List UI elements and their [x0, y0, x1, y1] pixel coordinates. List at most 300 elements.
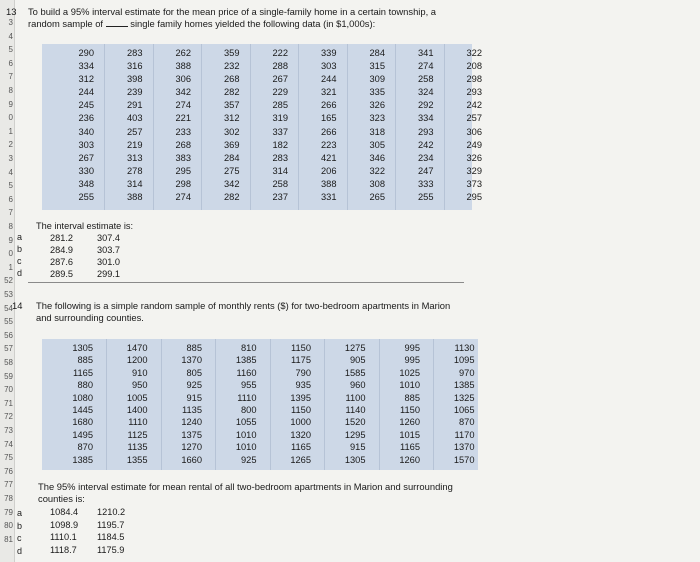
table-cell: 1495	[72, 429, 93, 440]
table-cell: 1125	[127, 429, 148, 440]
option-letter: a	[17, 232, 23, 242]
option-low-value: 287.6	[50, 257, 73, 267]
table-cell: 1660	[181, 454, 202, 465]
table-cell: 342	[223, 178, 240, 189]
table-cell: 331	[320, 192, 337, 203]
row-number: 74	[4, 439, 13, 449]
table-cell: 359	[223, 48, 240, 58]
answer-option-b[interactable]	[50, 519, 144, 532]
table-cell: 165	[320, 113, 337, 124]
table-cell: 1295	[344, 429, 366, 440]
table-cell: 1570	[453, 454, 475, 465]
table-cell: 1585	[344, 367, 366, 378]
option-low-value: 1084.4	[50, 507, 79, 517]
table-cell: 1175	[291, 355, 311, 366]
table-cell: 182	[272, 139, 288, 150]
table-cell: 326	[466, 152, 482, 163]
table-cell: 915	[186, 392, 202, 403]
table-cell: 244	[78, 87, 94, 98]
question-14-number: 14	[12, 300, 23, 311]
table-cell: 870	[77, 442, 93, 453]
table-cell: 885	[404, 392, 420, 403]
table-cell: 295	[466, 192, 482, 203]
table-cell: 342	[175, 87, 191, 98]
question-14-line2: and surrounding counties.	[36, 312, 144, 323]
table-cell: 810	[240, 343, 257, 353]
row-number: 4	[8, 31, 13, 41]
row-number: 9	[8, 235, 13, 245]
answer-option-d[interactable]	[50, 268, 144, 280]
table-cell: 242	[466, 100, 482, 111]
table-cell: 335	[369, 87, 385, 98]
table-cell: 282	[223, 87, 240, 98]
table-cell: 1005	[126, 392, 148, 403]
table-cell: 255	[417, 192, 434, 203]
table-cell: 1385	[72, 454, 93, 465]
row-number: 5	[8, 45, 13, 55]
column-divider	[201, 44, 202, 210]
table-cell: 1375	[181, 429, 202, 440]
table-cell: 314	[126, 178, 143, 189]
table-cell: 339	[320, 48, 337, 58]
table-cell: 322	[369, 165, 385, 176]
table-cell: 309	[369, 74, 385, 85]
row-number: 6	[8, 58, 13, 68]
table-cell: 1320	[290, 429, 311, 440]
option-letter: c	[17, 533, 22, 543]
table-cell: 333	[417, 178, 434, 189]
row-number: 0	[8, 249, 13, 259]
table-cell: 995	[404, 343, 420, 353]
row-number: 79	[4, 507, 13, 517]
table-cell: 398	[126, 74, 143, 85]
table-cell: 206	[320, 165, 337, 176]
row-number: 59	[4, 371, 13, 381]
table-cell: 1385	[453, 380, 475, 391]
table-cell: 1470	[126, 343, 148, 353]
table-cell: 950	[131, 380, 148, 391]
table-cell: 1240	[181, 417, 202, 428]
table-cell: 388	[126, 192, 143, 203]
table-column	[63, 339, 93, 466]
table-cell: 1400	[126, 405, 148, 416]
option-low-value: 1098.9	[50, 519, 79, 530]
question-14-line1: The following is a simple random sample of monthly rents ($) for two-bedroom apartments in Marion	[36, 300, 451, 311]
question-14-prompt-line2: counties is:	[38, 493, 85, 504]
option-high-value: 299.1	[97, 269, 120, 279]
row-number: 58	[4, 358, 13, 367]
table-cell: 1165	[73, 367, 93, 378]
answer-option-a[interactable]	[50, 232, 144, 244]
table-cell: 1325	[453, 392, 475, 403]
question-13-answers	[36, 220, 144, 280]
table-cell: 316	[126, 61, 143, 72]
table-cell: 1265	[290, 454, 311, 465]
table-cell: 880	[77, 380, 93, 391]
table-cell: 1305	[72, 343, 93, 353]
table-cell: 208	[466, 61, 482, 72]
table-cell: 805	[186, 367, 202, 378]
table-cell: 245	[78, 100, 94, 111]
table-cell: 322	[466, 48, 482, 58]
question-13-line2-end: single family homes yielded the following data (in $1,000s):	[130, 18, 376, 29]
table-cell: 334	[78, 61, 94, 72]
table-cell: 1015	[399, 429, 420, 440]
table-cell: 1160	[236, 367, 257, 378]
column-divider	[250, 44, 251, 210]
option-low-value: 1110.1	[50, 532, 77, 542]
table-cell: 249	[466, 139, 482, 150]
table-cell: 388	[175, 61, 191, 72]
column-divider	[215, 339, 216, 470]
option-letter: d	[17, 268, 23, 278]
row-number: 75	[4, 453, 13, 463]
option-high-value: 307.4	[97, 233, 120, 243]
option-low-value: 281.2	[50, 233, 73, 243]
table-cell: 303	[320, 61, 337, 72]
table-cell: 341	[417, 48, 434, 58]
row-number: 7	[8, 208, 13, 218]
table-cell: 267	[78, 152, 94, 163]
table-cell: 334	[417, 113, 434, 124]
table-cell: 1355	[126, 454, 148, 465]
table-column	[390, 339, 420, 466]
row-number: 5	[8, 181, 13, 191]
table-cell: 237	[272, 192, 288, 203]
column-divider	[104, 44, 105, 210]
table-column	[281, 339, 311, 466]
column-divider	[153, 44, 154, 210]
option-letter: c	[17, 256, 22, 266]
row-number: 77	[4, 480, 13, 490]
table-cell: 383	[175, 152, 191, 163]
table-cell: 326	[369, 100, 385, 111]
table-cell: 960	[349, 380, 366, 391]
table-cell: 314	[272, 165, 288, 176]
answer-option-d[interactable]	[50, 544, 144, 557]
answer-option-c[interactable]	[50, 531, 144, 544]
option-letter: b	[17, 244, 23, 254]
table-cell: 915	[349, 442, 366, 453]
table-cell: 266	[320, 100, 337, 111]
question-13-options	[36, 232, 144, 280]
table-cell: 298	[466, 74, 482, 85]
table-cell: 283	[272, 152, 288, 163]
row-number: 76	[4, 466, 13, 476]
row-number: 2	[8, 140, 13, 150]
question-13-prompt: The interval estimate is:	[36, 221, 134, 231]
row-number: 6	[8, 194, 13, 204]
table-cell: 1065	[453, 405, 475, 416]
table-column	[161, 44, 191, 204]
table-cell: 257	[466, 113, 482, 124]
table-column	[336, 339, 366, 466]
table-column	[355, 44, 385, 204]
table-cell: 323	[369, 113, 385, 124]
table-cell: 369	[223, 139, 240, 150]
table-cell: 268	[223, 74, 240, 85]
table-cell: 255	[78, 192, 94, 203]
table-cell: 278	[126, 165, 143, 176]
table-cell: 1025	[399, 367, 420, 378]
table-cell: 293	[417, 126, 434, 137]
table-cell: 306	[175, 74, 191, 85]
table-cell: 258	[272, 178, 288, 189]
table-cell: 288	[272, 61, 288, 72]
table-cell: 308	[369, 178, 385, 189]
table-cell: 319	[272, 113, 288, 124]
table-column	[452, 44, 482, 204]
table-cell: 925	[186, 380, 202, 391]
table-cell: 262	[175, 48, 191, 58]
table-cell: 357	[223, 100, 240, 111]
table-column	[258, 44, 288, 204]
column-divider	[347, 44, 348, 210]
table-cell: 935	[295, 380, 311, 391]
table-cell: 1260	[399, 454, 420, 465]
table-cell: 1370	[181, 355, 202, 366]
table-cell: 267	[272, 74, 288, 85]
row-number: 73	[4, 426, 13, 435]
table-cell: 236	[78, 113, 94, 124]
column-divider	[161, 339, 162, 470]
answer-option-c[interactable]	[50, 256, 144, 268]
table-cell: 1305	[344, 454, 366, 465]
option-high-value: 1195.7	[97, 519, 125, 530]
row-number: 70	[4, 385, 13, 395]
table-cell: 1110	[237, 392, 257, 403]
table-cell: 800	[240, 405, 257, 416]
table-cell: 1055	[235, 417, 257, 428]
table-cell: 265	[369, 192, 385, 203]
row-number: 57	[4, 344, 13, 354]
table-cell: 258	[417, 74, 434, 85]
column-divider	[395, 44, 396, 210]
row-number: 9	[8, 99, 13, 109]
table-cell: 1100	[345, 392, 366, 403]
option-high-value: 1175.9	[97, 544, 125, 555]
table-cell: 274	[175, 192, 191, 203]
table-column	[307, 44, 337, 204]
table-cell: 1275	[344, 343, 366, 353]
question-14-options	[50, 506, 144, 556]
table-cell: 295	[175, 165, 191, 176]
row-number: 0	[8, 113, 13, 123]
table-cell: 1200	[126, 355, 148, 366]
row-number: 4	[8, 167, 13, 177]
row-number: 1	[8, 262, 13, 272]
table-cell: 239	[126, 87, 143, 98]
row-number-gutter	[0, 0, 15, 562]
table-cell: 222	[272, 48, 288, 58]
table-cell: 223	[320, 139, 337, 150]
row-number: 80	[4, 521, 13, 531]
question-13-text	[28, 6, 436, 30]
table-cell: 388	[320, 178, 337, 189]
table-cell: 290	[78, 48, 94, 58]
table-cell: 1080	[72, 392, 93, 403]
table-column	[113, 44, 143, 204]
table-cell: 244	[320, 74, 337, 85]
table-cell: 247	[417, 165, 434, 176]
table-cell: 318	[369, 126, 385, 137]
table-cell: 219	[126, 139, 143, 150]
table-cell: 229	[272, 87, 288, 98]
row-number: 81	[4, 534, 13, 544]
row-number: 52	[4, 276, 13, 286]
option-high-value: 1184.5	[97, 532, 125, 542]
table-cell: 340	[78, 126, 94, 137]
table-cell: 321	[320, 87, 337, 98]
table-cell: 905	[349, 355, 366, 366]
column-divider	[444, 44, 445, 210]
table-cell: 329	[466, 165, 482, 176]
table-cell: 221	[175, 113, 191, 124]
separator-line	[28, 282, 464, 283]
table-cell: 284	[223, 152, 240, 163]
table-cell: 1385	[235, 355, 257, 366]
question-13-line2	[28, 18, 436, 30]
option-high-value: 303.7	[97, 245, 120, 255]
table-cell: 995	[404, 355, 420, 366]
table-column	[64, 44, 94, 204]
option-low-value: 284.9	[50, 245, 73, 255]
table-cell: 337	[272, 126, 288, 137]
table-cell: 305	[369, 139, 385, 150]
sample-size-blank	[106, 18, 128, 27]
table-cell: 1150	[291, 405, 311, 416]
table-cell: 910	[131, 367, 148, 378]
table-column	[118, 339, 148, 466]
row-number: 78	[4, 494, 13, 503]
table-cell: 291	[126, 100, 143, 111]
table-cell: 313	[126, 152, 143, 163]
table-cell: 306	[466, 126, 482, 137]
table-cell: 1680	[72, 417, 93, 428]
table-cell: 275	[223, 165, 240, 176]
table-cell: 1170	[454, 429, 475, 440]
row-number: 7	[8, 72, 13, 82]
table-cell: 1110	[128, 417, 148, 428]
table-cell: 1095	[453, 355, 475, 366]
table-cell: 1010	[235, 429, 257, 440]
column-divider	[298, 44, 299, 210]
table-cell: 870	[458, 417, 475, 428]
option-letter: d	[17, 545, 23, 556]
table-cell: 970	[458, 367, 475, 378]
table-column	[445, 339, 475, 466]
answer-option-b[interactable]	[50, 244, 144, 256]
table-cell: 1135	[127, 442, 148, 453]
table-cell: 885	[77, 355, 93, 366]
row-number: 3	[8, 154, 13, 163]
table-cell: 1165	[400, 442, 420, 453]
table-cell: 925	[240, 454, 257, 465]
table-cell: 234	[417, 152, 434, 163]
option-low-value: 1118.7	[50, 544, 77, 555]
table-cell: 315	[369, 61, 385, 72]
question-13-line2-start: random sample of	[28, 18, 104, 29]
table-cell: 312	[223, 113, 240, 124]
question-13-line1: To build a 95% interval estimate for the mean price of a single-family home in a certain township, a	[28, 6, 437, 17]
option-letter: a	[17, 508, 23, 518]
table-column	[404, 44, 434, 204]
table-cell: 292	[417, 100, 434, 111]
table-cell: 283	[126, 48, 143, 58]
table-cell: 1010	[399, 380, 420, 391]
table-cell: 233	[175, 126, 191, 137]
table-cell: 1010	[235, 442, 257, 453]
question-14-prompt-line1: The 95% interval estimate for mean rental of all two-bedroom apartments in Marion and surrounding	[38, 481, 453, 492]
table-cell: 1445	[72, 405, 93, 416]
table-cell: 1395	[290, 392, 311, 403]
table-cell: 955	[240, 380, 257, 391]
table-cell: 1260	[399, 417, 420, 428]
column-divider	[324, 339, 325, 470]
table-cell: 1000	[290, 417, 311, 428]
row-number: 54	[4, 303, 13, 313]
option-high-value: 1210.2	[97, 507, 126, 517]
option-letter: b	[17, 520, 23, 531]
option-low-value: 289.5	[50, 269, 73, 279]
table-cell: 346	[369, 152, 385, 163]
column-divider	[270, 339, 271, 470]
question-14-prompt	[38, 481, 453, 505]
table-cell: 885	[186, 343, 202, 353]
row-number: 56	[4, 330, 13, 340]
table-cell: 790	[295, 367, 311, 378]
table-cell: 302	[223, 126, 240, 137]
row-number: 71	[4, 398, 13, 408]
table-cell: 232	[223, 61, 240, 72]
row-number: 55	[4, 317, 13, 327]
table-cell: 403	[126, 113, 143, 124]
table-column	[172, 339, 202, 466]
table-cell: 373	[466, 178, 482, 189]
table-cell: 242	[417, 139, 434, 150]
table-cell: 1165	[291, 442, 311, 453]
table-cell: 1130	[454, 343, 475, 353]
table-cell: 312	[78, 74, 94, 85]
table-column	[210, 44, 240, 204]
table-cell: 348	[78, 178, 94, 189]
table-cell: 268	[175, 139, 191, 150]
table-cell: 293	[466, 87, 482, 98]
column-divider	[379, 339, 380, 470]
table-cell: 1150	[291, 343, 311, 353]
row-number: 3	[8, 18, 13, 27]
table-cell: 1140	[345, 405, 366, 416]
table-cell: 274	[417, 61, 434, 72]
table-cell: 303	[78, 139, 94, 150]
table-cell: 257	[126, 126, 143, 137]
table-cell: 1520	[344, 417, 366, 428]
row-number: 8	[8, 222, 13, 231]
column-divider	[106, 339, 107, 470]
table-cell: 284	[369, 48, 385, 58]
table-cell: 1270	[181, 442, 202, 453]
row-number: 1	[8, 126, 13, 136]
row-number: 53	[4, 290, 13, 299]
table-cell: 285	[272, 100, 288, 111]
table-cell: 1150	[400, 405, 420, 416]
table-cell: 1135	[182, 405, 202, 416]
table-cell: 298	[175, 178, 191, 189]
table-cell: 421	[320, 152, 337, 163]
row-number: 8	[8, 86, 13, 95]
answer-option-a[interactable]	[50, 506, 144, 519]
table-cell: 1370	[453, 442, 475, 453]
